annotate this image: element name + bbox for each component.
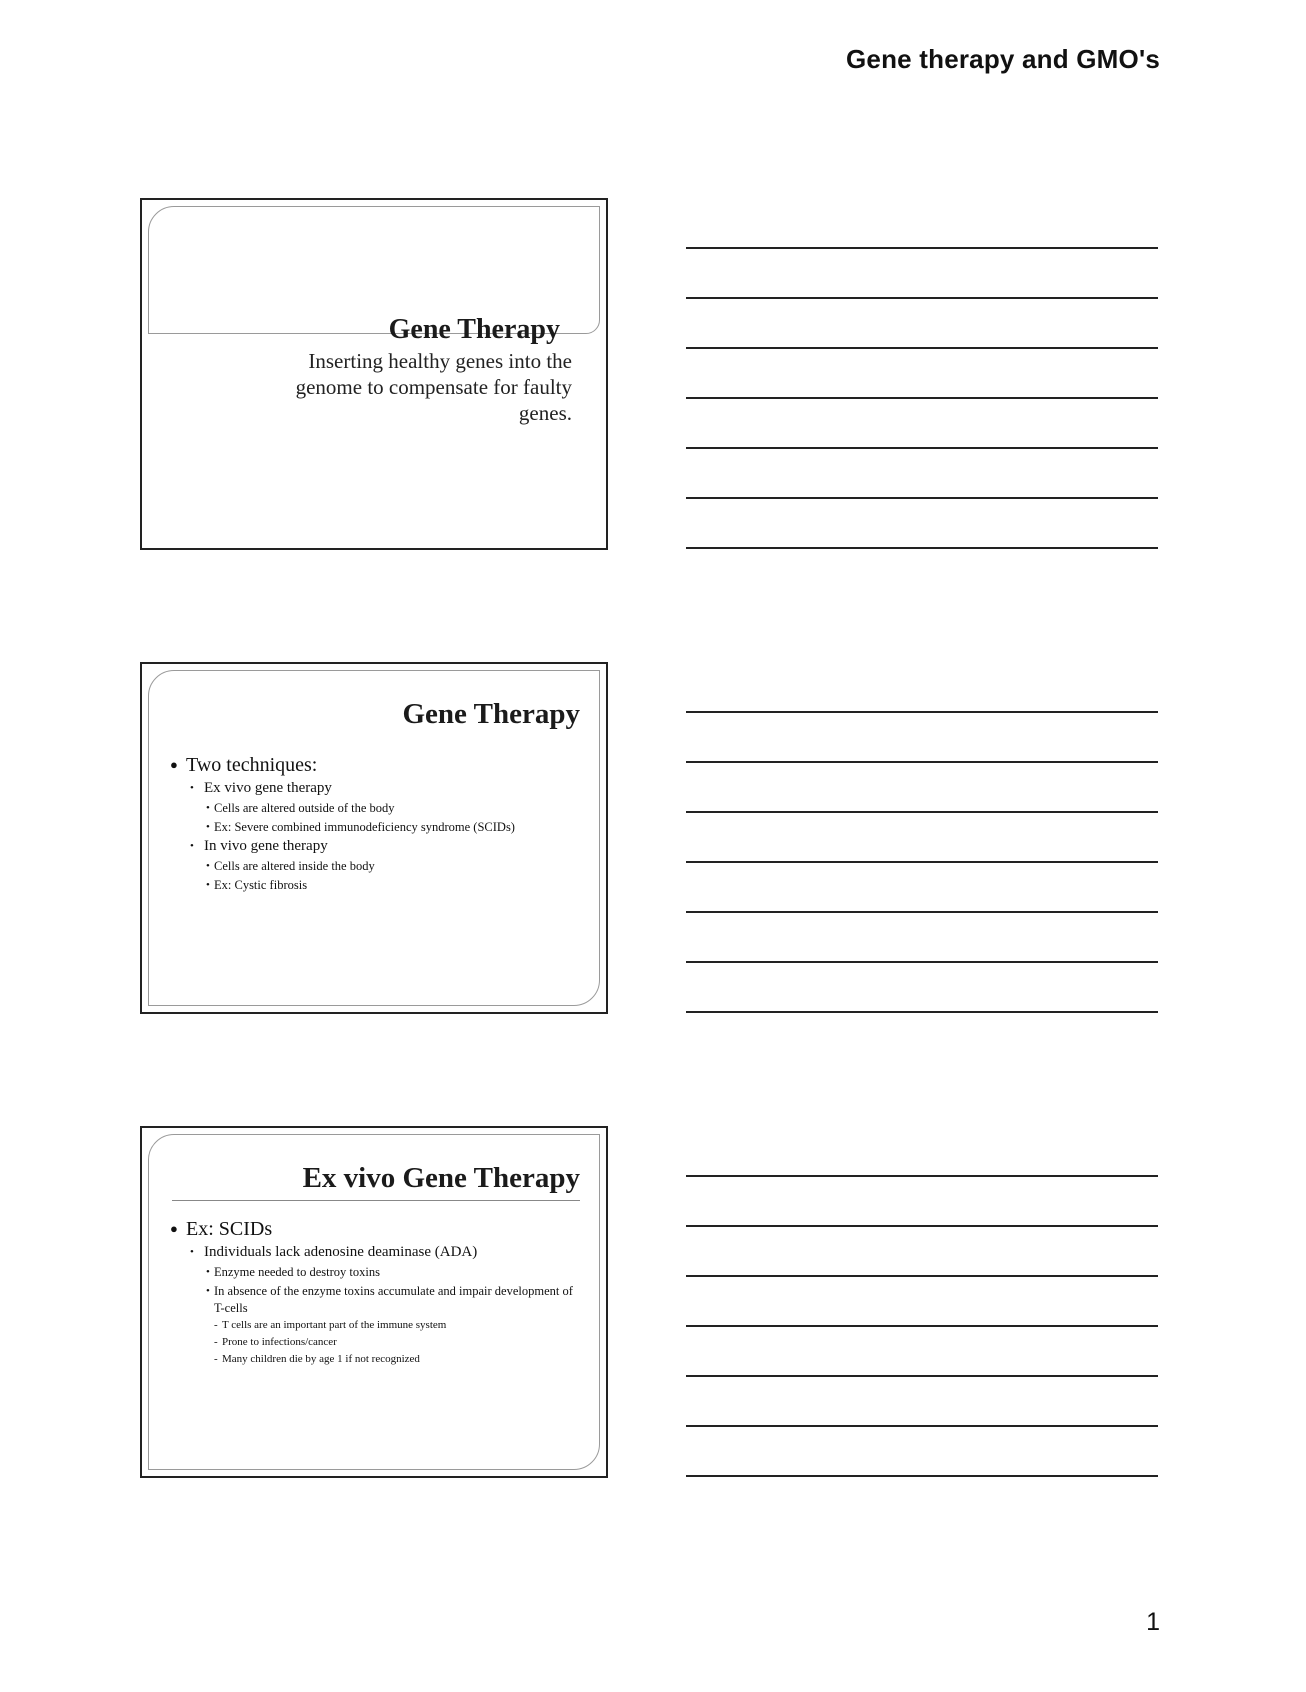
note-line — [686, 447, 1158, 449]
note-line — [686, 1425, 1158, 1427]
note-line — [686, 1275, 1158, 1277]
bullet-icon: • — [206, 1266, 210, 1278]
slide-title: Ex vivo Gene Therapy — [302, 1162, 580, 1194]
list-item: • Cells are altered inside the body — [206, 859, 375, 873]
note-line — [686, 711, 1158, 713]
note-line — [686, 547, 1158, 549]
bullet-icon: ● — [170, 1221, 178, 1236]
note-line — [686, 497, 1158, 499]
list-item: • In absence of the enzyme toxins accumulate and impair development of T-cells — [206, 1284, 573, 1315]
note-line — [686, 1475, 1158, 1477]
note-line — [686, 961, 1158, 963]
note-line — [686, 911, 1158, 913]
bullet-icon: • — [206, 879, 210, 891]
list-item: - T cells are an important part of the immune system — [170, 1317, 580, 1334]
note-line — [686, 1325, 1158, 1327]
list-item: - Many children die by age 1 if not recognized — [170, 1351, 580, 1368]
list-item: • Individuals lack adenosine deaminase (ADA) — [190, 1244, 478, 1260]
dash-icon: - — [214, 1319, 218, 1331]
page-number: 1 — [1146, 1608, 1160, 1636]
note-line — [686, 297, 1158, 299]
list-item: • Ex vivo gene therapy — [190, 780, 332, 796]
slide-subtitle: Inserting healthy genes into the genome to compensate for faulty genes. — [295, 349, 572, 425]
bullet-icon: • — [190, 782, 194, 794]
note-line — [686, 811, 1158, 813]
title-divider — [172, 1200, 580, 1201]
list-item: • Ex: Cystic fibrosis — [206, 878, 308, 892]
note-line — [686, 247, 1158, 249]
bullet-icon: • — [206, 860, 210, 872]
slide-content — [170, 1216, 580, 1368]
note-line — [686, 1175, 1158, 1177]
bullet-icon: • — [190, 1246, 194, 1258]
list-item: - Prone to infections/cancer — [170, 1334, 580, 1351]
slide-1 — [140, 198, 608, 550]
slide-content — [170, 752, 580, 894]
slide-3 — [140, 1126, 608, 1478]
dash-icon: - — [214, 1353, 218, 1365]
list-item: ● Two techniques: — [170, 754, 318, 776]
list-item: • In vivo gene therapy — [190, 838, 328, 854]
bullet-icon: • — [206, 802, 210, 814]
slide-title: Gene Therapy — [402, 698, 580, 730]
note-line — [686, 1375, 1158, 1377]
slide-title: Gene Therapy — [388, 314, 560, 345]
bullet-icon: • — [206, 821, 210, 833]
note-line — [686, 397, 1158, 399]
note-line — [686, 861, 1158, 863]
note-line — [686, 1225, 1158, 1227]
document-title: Gene therapy and GMO's — [846, 44, 1160, 74]
list-item: • Enzyme needed to destroy toxins — [206, 1265, 380, 1279]
dash-icon: - — [214, 1336, 218, 1348]
list-item: • Cells are altered outside of the body — [206, 801, 395, 815]
note-line — [686, 347, 1158, 349]
list-item: ● Ex: SCIDs — [170, 1218, 273, 1240]
bullet-icon: • — [190, 840, 194, 852]
note-line — [686, 761, 1158, 763]
note-line — [686, 1011, 1158, 1013]
slide-2 — [140, 662, 608, 1014]
bullet-icon: ● — [170, 757, 178, 772]
bullet-icon: • — [206, 1285, 210, 1297]
list-item: • Ex: Severe combined immunodeficiency syndrome (SCIDs) — [206, 820, 515, 834]
